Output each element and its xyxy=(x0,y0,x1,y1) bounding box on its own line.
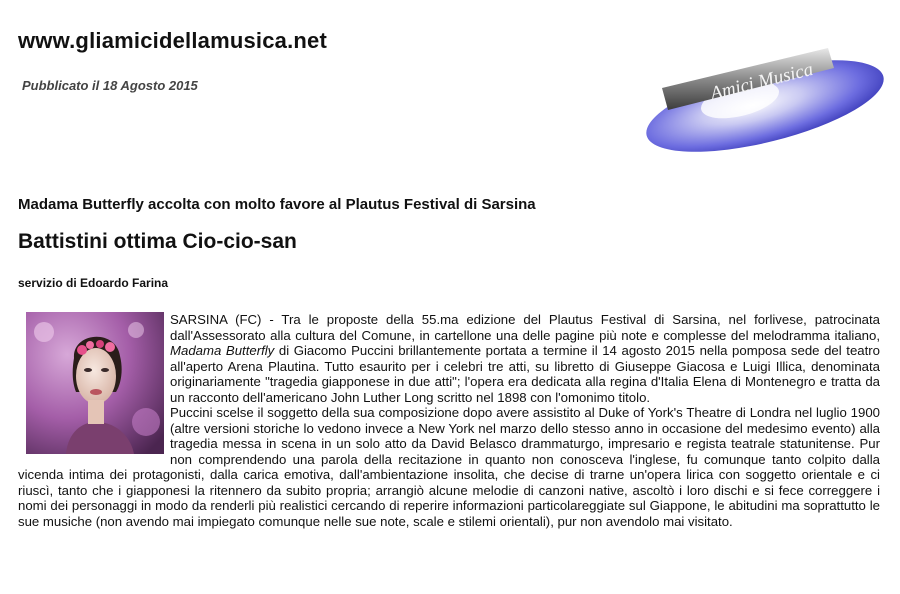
amici-musica-logo xyxy=(590,18,890,168)
opera-title: Madama Butterfly xyxy=(170,343,275,358)
paragraph-2: Puccini scelse il soggetto della sua composizione dopo avere assistito al Duke of York's Theatre di Londra nel luglio 1900 (altre versioni storiche lo vedono invece a New York nel marzo dello stesso anno in occasione del medesimo evento) alla tragedia messa in scena in un solo atto da David Belasco drammaturgo, impresario e regista teatrale statunitense. Pur non comprendendo una parola della recitazione in quanto non conosceva l'inglese, fu comunque tanto colpito dalla vicenda intima dei protagonisti, dalla carica emotiva, dall'ambientazione insolita, che decise di trarne un'opera lirica con soggetto orientale e ci riuscì, tanto che i giapponesi la ritennero da subito propria; arrangiò alcune melodie di canzoni native, ascoltò i loro dischi e si fece correggere i nomi dei personaggi in modo da renderli più realistici cercando di reperire informazioni particolareggiate sul Giappone, le abitudini ma soprattutto le sue musiche (non avendo mai impiegato comunque nelle sue note, scale e stilemi orientali), pur non avendolo mai visitato. xyxy=(18,405,880,529)
publication-date: Pubblicato il 18 Agosto 2015 xyxy=(22,78,198,93)
article-subtitle: Madama Butterfly accolta con molto favore al Plautus Festival di Sarsina xyxy=(18,196,536,213)
singer-photo xyxy=(26,312,164,454)
site-url: www.gliamicidellamusica.net xyxy=(18,28,328,53)
paragraph-1: SARSINA (FC) - Tra le proposte della 55.ma edizione del Plautus Festival di Sarsina, nel forlivese, patrocinata dall'Assessorato alla cultura del Comune, in cartellone una delle pagine più note e complesse del melodramma italiano, Madama Butterfly di Giacomo Puccini brillantemente portata a termine il 14 agosto 2015 nella pomposa sede del teatro all'aperto Arena Plautina. Tutto esaurito per i celebri tre atti, su libretto di Giuseppe Giacosa e Luigi Illica, denominata originariamente "tragedia giapponese in due atti"; l'opera era dedicata alla regina d'Italia Elena di Montenegro e tratta da un racconto dell'americano John Luther Long scritto nel 1898 con l'omonimo titolo. xyxy=(170,312,881,405)
article-headline: Battistini ottima Cio-cio-san xyxy=(18,230,297,253)
logo-text: Amici Musica xyxy=(708,58,816,105)
byline: servizio di Edoardo Farina xyxy=(18,276,169,290)
